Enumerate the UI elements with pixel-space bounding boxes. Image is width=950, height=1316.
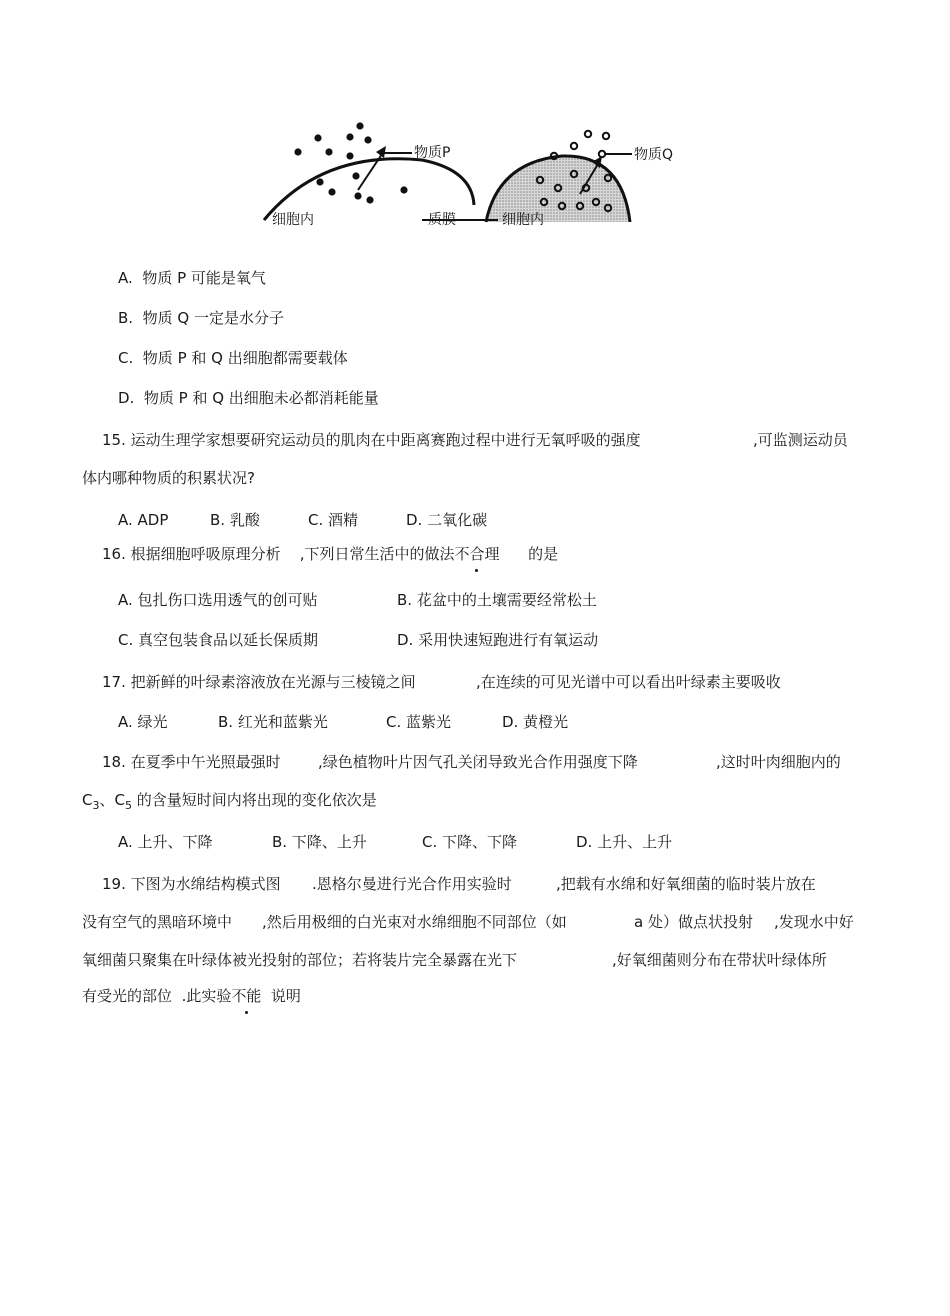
q18-stem-line2 xyxy=(82,790,377,816)
q19-line2c: a 处）做点状投射 xyxy=(634,913,753,931)
q19-line2d: ,发现水中好 xyxy=(774,913,854,931)
q18-option-c[interactable]: C. 下降、下降 xyxy=(422,833,518,851)
q15-stem-line1b: ,可监测运动员 xyxy=(753,431,848,449)
q15-stem-line1a: 15. 运动生理学家想要研究运动员的肌肉在中距离赛跑过程中进行无氧呼吸的强度 xyxy=(102,431,641,449)
membrane-transport-figure xyxy=(262,110,692,240)
c3-c5-separator: 、 xyxy=(99,791,115,809)
substance-q-label: 物质Q xyxy=(634,147,674,163)
c5-symbol: C xyxy=(114,791,125,809)
q17-stem-a: 17. 把新鲜的叶绿素溶液放在光源与三棱镜之间 xyxy=(102,673,416,691)
q15-option-d[interactable]: D. 二氧化碳 xyxy=(406,511,488,529)
c5-subscript: 5 xyxy=(124,799,132,812)
q14-option-c-letter: C. xyxy=(118,349,134,367)
q17-stem-b: ,在连续的可见光谱中可以看出叶绿素主要吸收 xyxy=(476,673,781,691)
q16-stem-a: 16. 根据细胞呼吸原理分析 xyxy=(102,545,281,563)
q16-stem-emphasis: 不合理 xyxy=(454,545,500,563)
membrane-transport-diagram xyxy=(262,110,692,240)
q18-option-d[interactable]: D. 上升、上升 xyxy=(576,833,673,851)
q14-option-d-letter: D. xyxy=(118,389,135,407)
q19-line2b: ,然后用极细的白光束对水绵细胞不同部位（如 xyxy=(262,913,567,931)
q14-option-d-text: 物质 P 和 Q 出细胞未必都消耗能量 xyxy=(143,389,379,407)
q17-option-d[interactable]: D. 黄橙光 xyxy=(502,713,569,731)
q19-line2a: 没有空气的黑暗环境中 xyxy=(82,913,233,931)
c3-symbol: C xyxy=(82,791,93,809)
right-cell-inside-label: 细胞内 xyxy=(502,212,544,228)
q15-option-a[interactable]: A. ADP xyxy=(118,511,169,529)
q16-stem-c: 的是 xyxy=(528,545,559,563)
q14-option-a-letter: A. xyxy=(118,269,133,287)
q18-stem-line1b: ,绿色植物叶片因气孔关闭导致光合作用强度下降 xyxy=(318,753,638,771)
q18-option-b[interactable]: B. 下降、上升 xyxy=(272,833,367,851)
q19-line3a: 氧细菌只聚集在叶绿体被光投射的部位；若将装片完全暴露在光下 xyxy=(82,951,518,969)
q16-option-b[interactable]: B. 花盆中的土壤需要经常松土 xyxy=(397,591,597,609)
q15-stem-line2: 体内哪种物质的积累状况? xyxy=(82,469,255,487)
q19-line3b: ,好氧细菌则分布在带状叶绿体所 xyxy=(612,951,827,969)
q14-option-b-text: 物质 Q 一定是水分子 xyxy=(142,309,284,327)
q15-option-b[interactable]: B. 乳酸 xyxy=(210,511,260,529)
q14-option-b[interactable] xyxy=(118,308,284,328)
q19-line4a: 有受光的部位 xyxy=(82,987,173,1005)
q19-line1b: .恩格尔曼进行光合作用实验时 xyxy=(312,875,512,893)
q19-line4b: .此实验 xyxy=(181,987,232,1005)
q14-option-d[interactable] xyxy=(118,388,379,408)
q19-line1a: 19. 下图为水绵结构模式图 xyxy=(102,875,281,893)
q14-option-a[interactable] xyxy=(118,268,266,288)
q18-stem-line2-rest: 的含量短时间内将出现的变化依次是 xyxy=(136,791,377,809)
q19-line4 xyxy=(82,986,301,1006)
q19-line1c: ,把载有水绵和好氧细菌的临时装片放在 xyxy=(556,875,816,893)
substance-p-label: 物质P xyxy=(414,145,451,161)
q17-option-b[interactable]: B. 红光和蓝紫光 xyxy=(218,713,328,731)
q17-option-a[interactable]: A. 绿光 xyxy=(118,713,168,731)
q19-emphasis: 不能 xyxy=(231,987,262,1005)
left-cell-inside-label: 细胞内 xyxy=(272,212,314,228)
q15-option-c[interactable]: C. 酒精 xyxy=(308,511,359,529)
q18-stem-line1c: ,这时叶肉细胞内的 xyxy=(716,753,841,771)
q14-option-c[interactable] xyxy=(118,348,348,368)
q16-option-a[interactable]: A. 包扎伤口选用透气的创可贴 xyxy=(118,591,318,609)
q16-option-d[interactable]: D. 采用快速短跑进行有氧运动 xyxy=(397,631,599,649)
q14-option-c-text: 物质 P 和 Q 出细胞都需要载体 xyxy=(142,349,348,367)
q18-option-a[interactable]: A. 上升、下降 xyxy=(118,833,213,851)
q17-option-c[interactable]: C. 蓝紫光 xyxy=(386,713,452,731)
q14-option-b-letter: B. xyxy=(118,309,134,327)
q16-option-c[interactable]: C. 真空包装食品以延长保质期 xyxy=(118,631,319,649)
q14-option-a-text: 物质 P 可能是氧气 xyxy=(142,269,266,287)
membrane-label: 质膜 xyxy=(428,212,456,228)
c3-subscript: 3 xyxy=(92,799,100,812)
q18-stem-line1a: 18. 在夏季中午光照最强时 xyxy=(102,753,281,771)
q19-line4c: 说明 xyxy=(270,987,301,1005)
q16-stem xyxy=(102,544,558,564)
q16-stem-b: ,下列日常生活中的做法 xyxy=(299,545,455,563)
